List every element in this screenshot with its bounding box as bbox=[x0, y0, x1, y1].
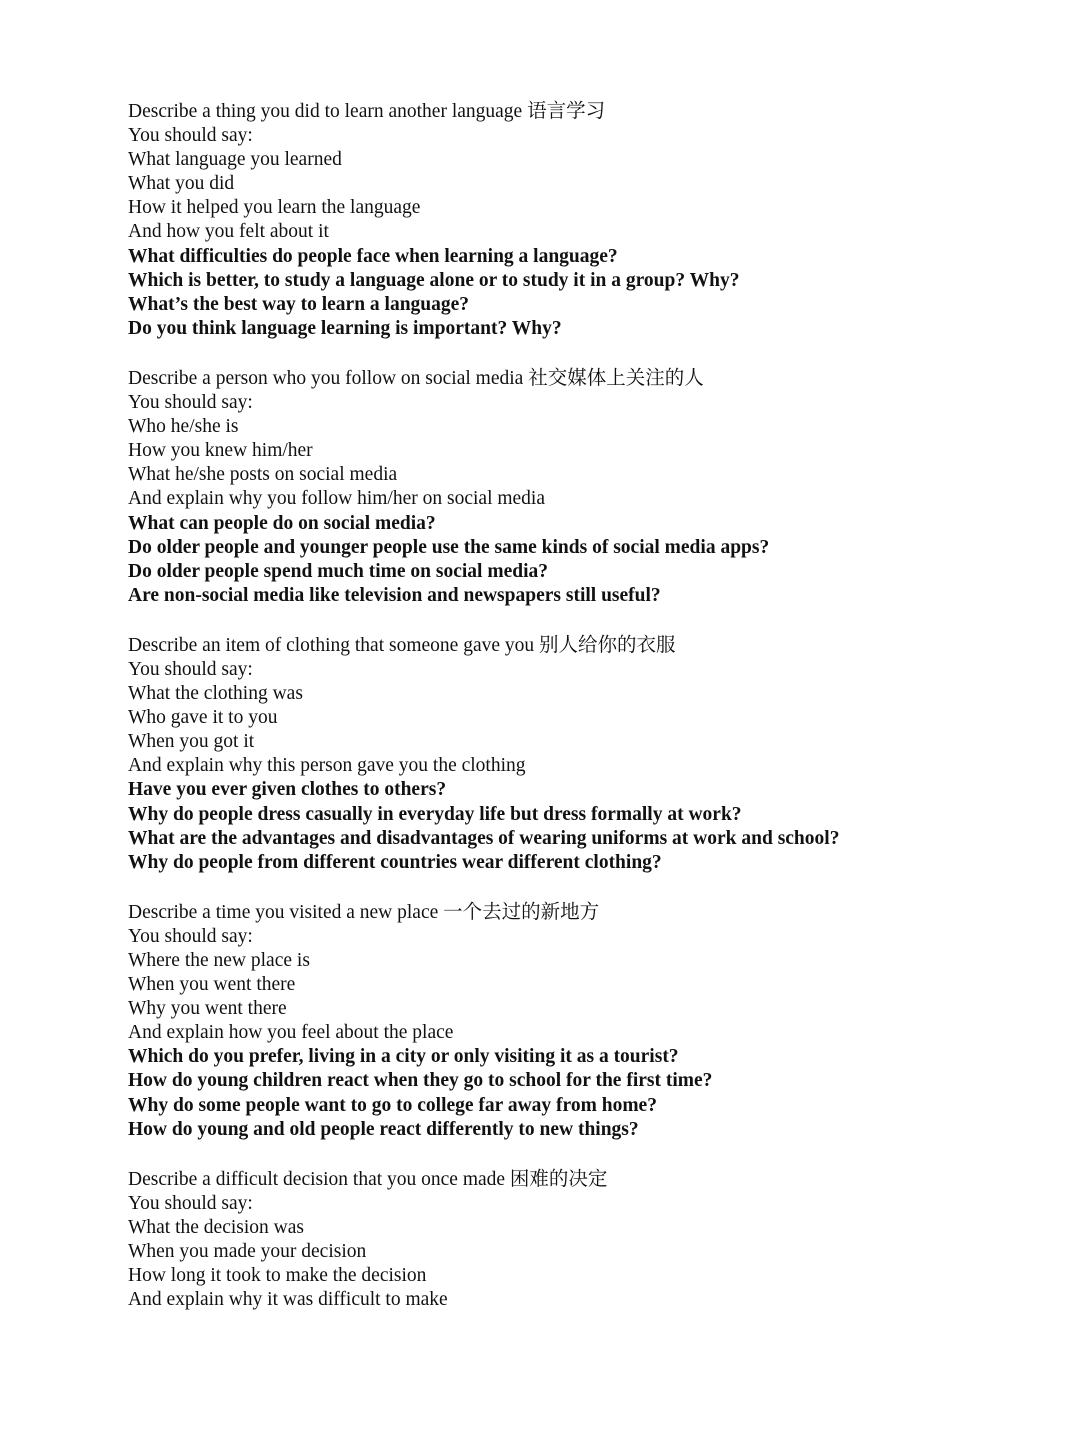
follow-up-question: Do older people spend much time on social media? bbox=[128, 560, 548, 582]
follow-up-question: Which do you prefer, living in a city or only visiting it as a tourist? bbox=[128, 1046, 679, 1068]
cue-point: Why you went there bbox=[128, 998, 287, 1020]
cue-point: What language you learned bbox=[128, 149, 342, 171]
cue-point: Where the new place is bbox=[128, 950, 310, 971]
topic-heading: Describe a time you visited a new place 一个去过的新地方 bbox=[128, 901, 600, 923]
follow-up-question: Do you think language learning is important? Why? bbox=[128, 317, 562, 339]
topic-prompt: You should say: bbox=[128, 658, 253, 680]
follow-up-question: What can people do on social media? bbox=[128, 512, 436, 534]
topic-block bbox=[128, 1168, 1058, 1313]
follow-up-question: Why do people dress casually in everyday life but dress formally at work? bbox=[128, 803, 742, 825]
topic-prompt: You should say: bbox=[128, 925, 253, 947]
cue-point: When you made your decision bbox=[128, 1241, 367, 1263]
follow-up-question: What’s the best way to learn a language? bbox=[128, 293, 470, 315]
follow-up-question: How do young and old people react differently to new things? bbox=[128, 1118, 639, 1140]
cue-point: And explain why this person gave you the clothing bbox=[128, 755, 526, 777]
topic-heading: Describe a thing you did to learn another language 语言学习 bbox=[128, 101, 606, 122]
topic-block bbox=[128, 901, 1058, 1142]
cue-point: How you knew him/her bbox=[128, 440, 313, 462]
cue-point: How it helped you learn the language bbox=[128, 197, 421, 219]
cue-point: Who he/she is bbox=[128, 416, 239, 438]
topic-block bbox=[128, 634, 1058, 875]
cue-point: What you did bbox=[128, 173, 235, 195]
cue-point: And how you felt about it bbox=[128, 221, 329, 243]
follow-up-question: Are non-social media like television and newspapers still useful? bbox=[128, 584, 661, 606]
cue-point: Who gave it to you bbox=[128, 707, 278, 729]
follow-up-question: How do young children react when they go to school for the first time? bbox=[128, 1070, 713, 1092]
topic-prompt: You should say: bbox=[128, 1192, 253, 1214]
follow-up-question: What difficulties do people face when learning a language? bbox=[128, 245, 618, 267]
follow-up-question: Do older people and younger people use the same kinds of social media apps? bbox=[128, 536, 770, 558]
cue-point: When you got it bbox=[128, 731, 255, 753]
follow-up-question: What are the advantages and disadvantages of wearing uniforms at work and school? bbox=[128, 827, 840, 849]
document-body bbox=[128, 100, 1058, 1338]
topic-prompt: You should say: bbox=[128, 125, 253, 147]
cue-point: How long it took to make the decision bbox=[128, 1265, 427, 1287]
follow-up-question: Which is better, to study a language alone or to study it in a group? Why? bbox=[128, 269, 740, 291]
follow-up-question: Why do some people want to go to college far away from home? bbox=[128, 1094, 657, 1116]
cue-point: When you went there bbox=[128, 974, 296, 996]
cue-point: And explain how you feel about the place bbox=[128, 1022, 454, 1044]
cue-point: And explain why you follow him/her on social media bbox=[128, 488, 546, 510]
cue-point: And explain why it was difficult to make bbox=[128, 1289, 448, 1311]
cue-point: What the clothing was bbox=[128, 683, 303, 705]
topic-heading: Describe a difficult decision that you once made 困难的决定 bbox=[128, 1168, 608, 1190]
topic-block bbox=[128, 367, 1058, 608]
cue-point: What the decision was bbox=[128, 1216, 304, 1238]
follow-up-question: Have you ever given clothes to others? bbox=[128, 779, 447, 801]
follow-up-question: Why do people from different countries wear different clothing? bbox=[128, 851, 662, 873]
cue-point: What he/she posts on social media bbox=[128, 464, 398, 486]
topic-heading: Describe a person who you follow on social media 社交媒体上关注的人 bbox=[128, 367, 704, 389]
topic-heading: Describe an item of clothing that someone gave you 别人给你的衣服 bbox=[128, 634, 676, 656]
topic-block bbox=[128, 100, 1058, 341]
topic-prompt: You should say: bbox=[128, 392, 253, 414]
